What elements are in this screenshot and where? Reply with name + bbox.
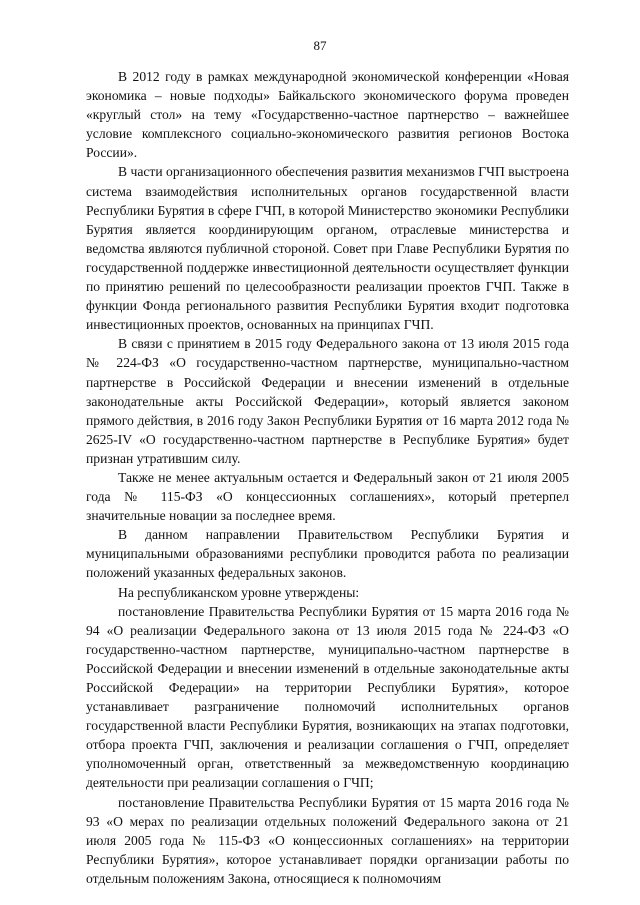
paragraph: На республиканском уровне утверждены: — [118, 584, 360, 600]
paragraph: постановление Правительства Республики Бурятия от 15 марта 2016 года № 94 «О реализации Федерального закона от 13 июля 2015 года № 224-ФЗ «О государственно-частном партнерстве, муниципально-частном партнерстве в Российской Федерации и внесении изменений в отдельные законодательные акты Российской Федерации» на территории Республики Бурятия», которое устанавливает разграничение полномочий исполнительных органов государственной власти Республики Бурятия, возникающих на этапах подготовки, отбора проекта ГЧП, заключения и реализации соглашения о ГЧП, определяет уполномоченный орган, ответственный за межведомственную координацию деятельности при реализации соглашения о ГЧП; — [86, 603, 569, 791]
paragraph: В 2012 году в рамках международной экономической конференции «Новая экономика – новые подходы» Байкальского экономического форума проведен «круглый стол» на тему «Государственно-частное партнерство – важнейшее условие комплексного социально-экономического развития регионов Востока России». — [86, 69, 569, 161]
paragraph: постановление Правительства Республики Бурятия от 15 марта 2016 года № 93 «О мерах по реализации отдельных положений Федерального закона от 21 июля 2005 года № 115-ФЗ «О концессионных соглашениях» на территории Республики Бурятия», которое устанавливает порядки организации работы по отдельным положениям Закона, относящиеся к полномочиям — [86, 794, 569, 886]
paragraph: В данном направлении Правительством Республики Бурятия и муниципальными образованиями республики проводится работа по реализации положений указанных федеральных законов. — [86, 527, 569, 581]
paragraph: В части организационного обеспечения развития механизмов ГЧП выстроена система взаимодействия исполнительных органов государственной власти Республики Бурятия в сфере ГЧП, в которой Министерство экономики Республики Бурятия является координирующим органом, отраслевые министерства и ведомства являются публичной стороной. Совет при Главе Республики Бурятия по государственной поддержке инвестиционной деятельности осуществляет функции по принятию решений по целесообразности реализации проектов ГЧП. Также в функции Фонда регионального развития Республики Бурятия входит подготовка инвестиционных проектов, основанных на принципах ГЧП. — [86, 164, 569, 333]
page-number: 87 — [313, 38, 327, 53]
body-text — [86, 67, 569, 888]
paragraph: Также не менее актуальным остается и Федеральный закон от 21 июля 2005 года № 115-ФЗ «О концессионных соглашениях», который претерпел значительные новации за последнее время. — [86, 469, 569, 524]
paragraph: В связи с принятием в 2015 году Федерального закона от 13 июля 2015 года № 224-ФЗ «О государственно-частном партнерстве, муниципально-частном партнерстве в Российской Федерации и внесении изменений в отдельные законодательные акты Российской Федерации», который является законом прямого действия, в 2016 году Закон Республики Бурятия от 16 марта 2012 года № 2625-IV «О государственно-частном партнерстве в Республике Бурятия» будет признан утратившим силу. — [86, 336, 569, 466]
